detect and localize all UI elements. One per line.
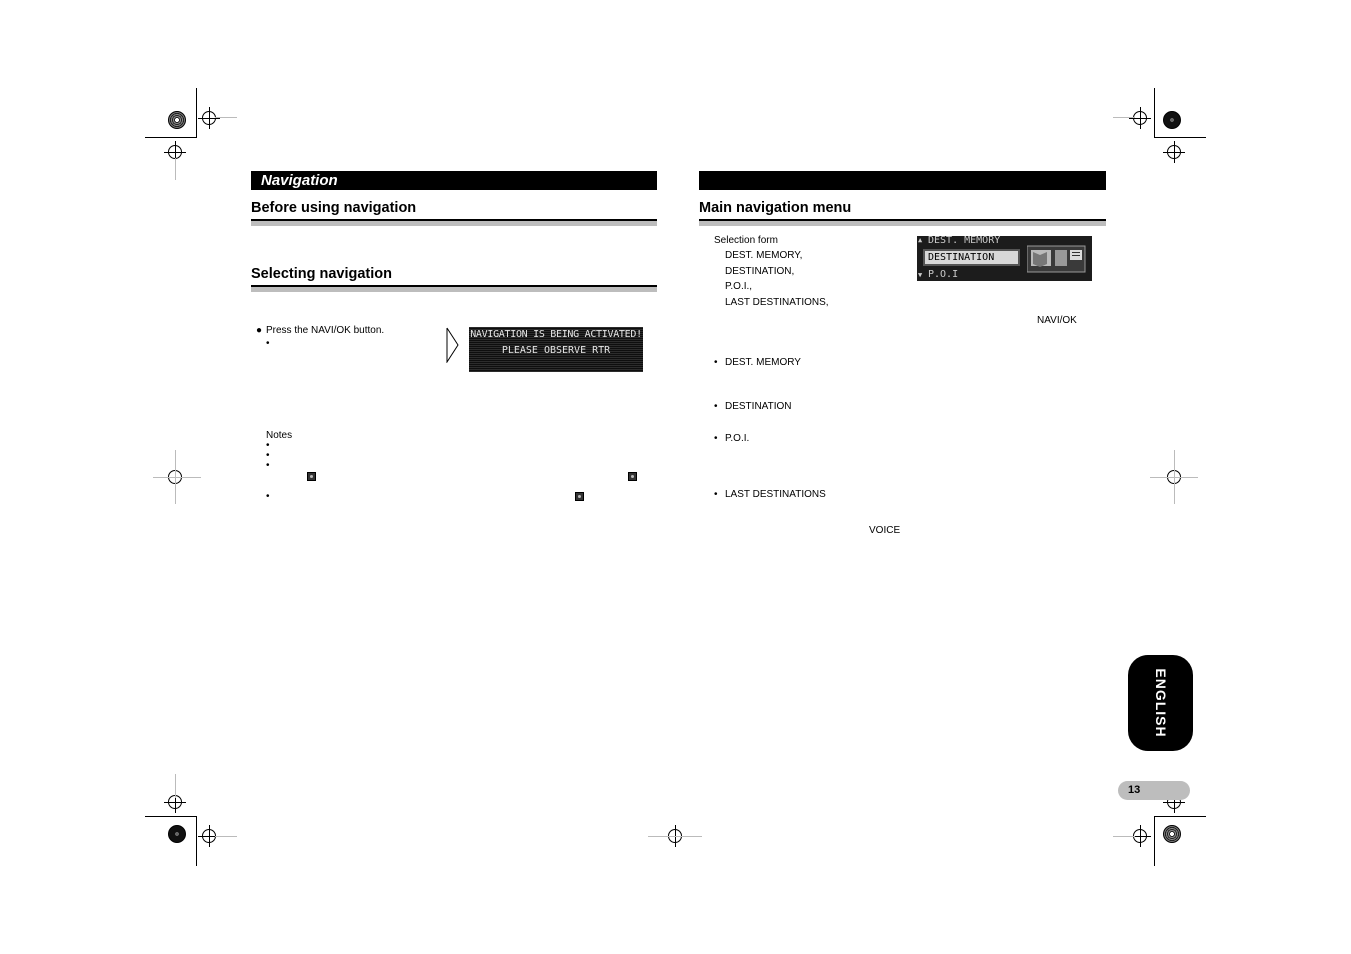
heading-before-using-navigation: Before using navigation	[251, 200, 417, 216]
bullet-last-destinations: LAST DESTINATIONS	[725, 489, 826, 500]
crop-line	[1154, 816, 1206, 817]
arrow-right-icon	[446, 327, 460, 363]
bullet-marker: •	[714, 433, 718, 444]
lcd-display-activation	[469, 327, 643, 372]
registration-rosette-top-left	[168, 111, 186, 129]
section-header-bar-right	[699, 171, 1106, 190]
heading-main-navigation-menu: Main navigation menu	[699, 200, 852, 216]
crop-line	[145, 816, 197, 817]
button-symbol-icon	[307, 472, 316, 481]
registration-mark-icon	[168, 145, 182, 159]
scroll-down-icon: ▼	[918, 271, 923, 279]
bullet-marker: •	[714, 357, 718, 368]
bullet-marker: •	[714, 401, 718, 412]
bullet-destination: DESTINATION	[725, 401, 792, 412]
option-destination: DESTINATION,	[725, 266, 795, 277]
heading-rule	[251, 219, 657, 226]
guide-line	[648, 836, 702, 837]
bullet-dest-memory: DEST. MEMORY	[725, 357, 801, 368]
crop-line	[196, 816, 197, 866]
option-dest-memory: DEST. MEMORY,	[725, 250, 803, 261]
lcd-menu-selected	[923, 249, 1020, 266]
lcd-menu-bottom: P.O.I	[928, 269, 959, 280]
registration-mark-icon	[202, 111, 216, 125]
selection-form-label: Selection form	[714, 235, 778, 246]
heading-rule	[251, 285, 657, 292]
language-tab-label: ENGLISH	[1152, 668, 1169, 738]
guide-line	[1113, 836, 1135, 837]
registration-mark-icon	[1133, 829, 1147, 843]
section-header-bar	[251, 171, 657, 190]
voice-label: VOICE	[869, 525, 901, 536]
lcd-line-2: PLEASE OBSERVE RTR	[501, 345, 611, 356]
crop-line	[1154, 816, 1155, 866]
bullet-marker: •	[714, 489, 718, 500]
step-text: Press the NAVI/OK button.	[266, 325, 385, 336]
registration-mark-icon	[1167, 145, 1181, 159]
lcd-menu-top: DEST. MEMORY	[928, 236, 1001, 246]
bullet-marker: •	[266, 450, 270, 461]
lcd-menu-selected-label: DESTINATION	[928, 252, 995, 263]
registration-mark-icon	[202, 829, 216, 843]
step-bullet: ●	[256, 325, 263, 336]
crop-line	[145, 137, 197, 138]
registration-rosette-top-right	[1163, 111, 1181, 129]
bullet-marker: •	[266, 338, 270, 349]
guide-line	[175, 450, 176, 504]
registration-mark-icon	[1133, 111, 1147, 125]
language-tab	[1128, 655, 1193, 751]
heading-rule	[699, 219, 1106, 226]
crop-line	[196, 88, 197, 138]
lcd-line-1: NAVIGATION IS BEING ACTIVATED!	[470, 329, 642, 340]
heading-selecting-navigation: Selecting navigation	[251, 266, 392, 282]
scroll-up-icon: ▲	[918, 236, 923, 244]
button-symbol-icon	[575, 492, 584, 501]
registration-rosette-bottom-left	[168, 825, 186, 843]
destination-book-icon	[1027, 244, 1087, 274]
guide-line	[1113, 117, 1135, 118]
bullet-marker: •	[266, 440, 270, 451]
option-last-destinations: LAST DESTINATIONS,	[725, 297, 829, 308]
guide-line	[175, 774, 176, 798]
section-title: Navigation	[261, 172, 338, 189]
guide-line	[215, 836, 237, 837]
bullet-marker: •	[266, 460, 270, 471]
crop-line	[1154, 88, 1155, 138]
page-number-badge	[1118, 781, 1190, 800]
bullet-marker: •	[266, 491, 270, 502]
page-number: 13	[1128, 784, 1141, 796]
notes-label: Notes	[266, 430, 293, 441]
crop-line	[1154, 137, 1206, 138]
lcd-display-menu	[917, 236, 1092, 281]
navi-ok-label: NAVI/OK	[1037, 315, 1077, 326]
button-symbol-icon	[628, 472, 637, 481]
guide-line	[215, 117, 237, 118]
option-poi: P.O.I.,	[725, 281, 753, 292]
registration-rosette-bottom-right	[1163, 825, 1181, 843]
guide-line	[153, 477, 201, 478]
guide-line	[175, 158, 176, 180]
guide-line	[1174, 450, 1175, 504]
bullet-poi: P.O.I.	[725, 433, 750, 444]
